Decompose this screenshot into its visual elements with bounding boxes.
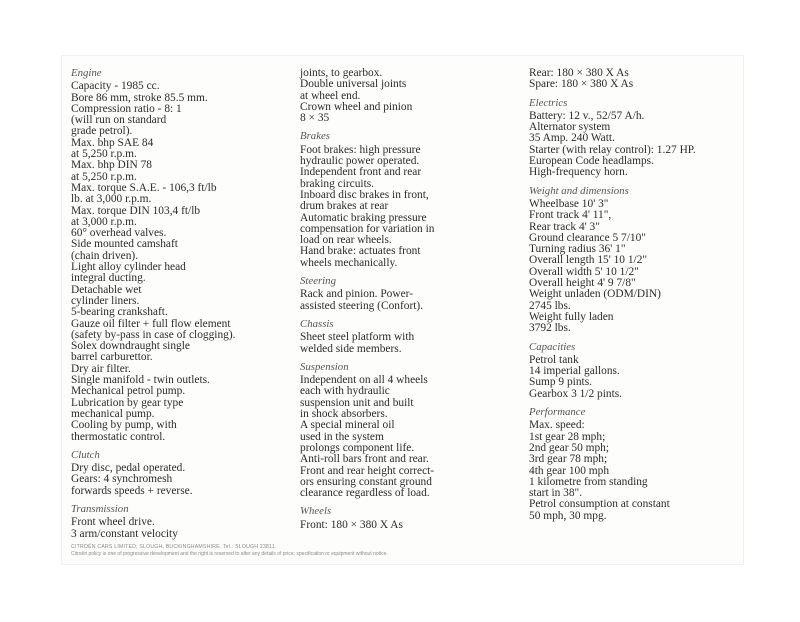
spec-line: Gauze oil filter + full flow element bbox=[71, 317, 231, 330]
spec-line: (will run on standard bbox=[71, 114, 167, 127]
spec-line: Front and rear height correct- bbox=[300, 464, 435, 477]
spec-line: 3792 lbs. bbox=[529, 322, 571, 335]
spec-line: Lubrication by gear type bbox=[71, 396, 184, 409]
spec-line: Front track 4' 11", bbox=[529, 209, 612, 222]
spec-section bbox=[529, 68, 739, 91]
spec-sheet bbox=[61, 55, 744, 565]
spec-line: 2nd gear 50 mph; bbox=[529, 441, 610, 454]
spec-line: Light alloy cylinder head bbox=[71, 261, 186, 274]
spec-line: at wheel end. bbox=[300, 89, 361, 102]
spec-column-3 bbox=[529, 68, 739, 529]
spec-line: at 5,250 r.p.m. bbox=[71, 148, 137, 161]
spec-line: 3rd gear 78 mph; bbox=[529, 453, 608, 466]
spec-line: Crown wheel and pinion bbox=[300, 100, 413, 113]
spec-section bbox=[300, 131, 526, 269]
spec-line: mechanical pump. bbox=[71, 407, 155, 420]
spec-line: 5-bearing crankshaft. bbox=[71, 306, 168, 319]
spec-line: Capacity - 1985 cc. bbox=[71, 80, 160, 93]
spec-line: Rack and pinion. Power- bbox=[300, 288, 414, 301]
spec-line: Max. bhp SAE 84 bbox=[71, 136, 154, 149]
section-title: Transmission bbox=[71, 502, 129, 515]
spec-section bbox=[529, 186, 739, 335]
spec-line: compensation for variation in bbox=[300, 222, 435, 235]
spec-line: assisted steering (Confort). bbox=[300, 299, 424, 312]
spec-line: ors ensuring constant ground bbox=[300, 475, 432, 488]
spec-line: Dry air filter. bbox=[71, 362, 131, 375]
spec-line: Max. bhp DIN 78 bbox=[71, 159, 152, 172]
section-title: Suspension bbox=[300, 360, 349, 373]
spec-line: 3 arm/constant velocity bbox=[71, 527, 178, 540]
spec-line: suspension unit and built bbox=[300, 396, 414, 409]
spec-line: at 5,250 r.p.m. bbox=[71, 170, 137, 183]
spec-line: Petrol consumption at constant bbox=[529, 498, 670, 511]
spec-line: Weight unladen (ODM/DIN) bbox=[529, 288, 661, 301]
footer-company-line: CITROËN CARS LIMITED, SLOUGH, BUCKINGHAMSHIRE. Tel.: SLOUGH 23811. bbox=[71, 544, 277, 550]
spec-line: Anti-roll bars front and rear. bbox=[300, 453, 429, 466]
spec-line: grade petrol). bbox=[71, 125, 133, 138]
footer bbox=[71, 544, 388, 558]
spec-line: Detachable wet bbox=[71, 283, 142, 296]
spec-line: Max. speed: bbox=[529, 419, 585, 432]
section-title: Weight and dimensions bbox=[529, 184, 629, 197]
spec-section bbox=[300, 506, 526, 531]
spec-line: braking circuits. bbox=[300, 177, 375, 190]
spec-line: 35 Amp. 240 Watt. bbox=[529, 132, 615, 145]
spec-line: in shock absorbers. bbox=[300, 408, 388, 421]
spec-line: each with hydraulic bbox=[300, 385, 390, 398]
spec-line: cylinder liners. bbox=[71, 294, 140, 307]
spec-section bbox=[529, 98, 739, 179]
section-title: Clutch bbox=[71, 448, 100, 461]
spec-line: lb. at 3,000 r.p.m. bbox=[71, 193, 152, 206]
spec-line: Rear track 4' 3" bbox=[529, 220, 600, 233]
spec-column-1 bbox=[71, 68, 297, 547]
spec-line: Dry disc, pedal operated. bbox=[71, 462, 186, 475]
spec-line: Mechanical petrol pump. bbox=[71, 385, 186, 398]
spec-line: Bore 86 mm, stroke 85.5 mm. bbox=[71, 91, 208, 104]
spec-line: drum brakes at rear bbox=[300, 200, 389, 213]
spec-section bbox=[71, 450, 297, 497]
spec-section bbox=[300, 319, 526, 355]
section-title: Steering bbox=[300, 275, 336, 288]
spec-line: Automatic braking pressure bbox=[300, 211, 427, 224]
spec-line: wheels mechanically. bbox=[300, 256, 398, 269]
spec-section bbox=[300, 362, 526, 500]
spec-line: clearance regardless of load. bbox=[300, 487, 430, 500]
spec-section bbox=[529, 342, 739, 400]
spec-line: Overall length 15' 10 1/2" bbox=[529, 254, 648, 267]
spec-section bbox=[71, 68, 297, 443]
spec-line: Gears: 4 synchromesh bbox=[71, 473, 173, 486]
spec-line: Alternator system bbox=[529, 121, 611, 134]
spec-section bbox=[529, 407, 739, 522]
spec-line: 2745 lbs. bbox=[529, 299, 571, 312]
spec-column-2 bbox=[300, 68, 526, 538]
section-title: Chassis bbox=[300, 317, 334, 330]
spec-line: 14 imperial gallons. bbox=[529, 365, 620, 378]
spec-line: 50 mph, 30 mpg. bbox=[529, 509, 607, 522]
spec-line: Turning radius 36' 1" bbox=[529, 243, 626, 256]
spec-line: barrel carburettor. bbox=[71, 351, 153, 364]
spec-line: Front: 180 × 380 X As bbox=[300, 518, 403, 531]
footer-policy-line: Citroën policy is one of progressive development and the right is reserved to alter any details of price, specification or equipment without notice. bbox=[71, 551, 388, 557]
spec-line: Max. torque DIN 103,4 ft/lb bbox=[71, 204, 201, 217]
spec-line: Weight fully laden bbox=[529, 310, 614, 323]
spec-line: joints, to gearbox. bbox=[300, 67, 383, 79]
spec-line: 4th gear 100 mph bbox=[529, 464, 610, 477]
spec-line: Double universal joints bbox=[300, 78, 407, 91]
spec-line: Foot brakes: high pressure bbox=[300, 143, 421, 156]
spec-line: Petrol tank bbox=[529, 353, 579, 366]
spec-line: Compression ratio - 8: 1 bbox=[71, 102, 182, 115]
section-title: Wheels bbox=[300, 505, 332, 518]
spec-line: 60° overhead valves. bbox=[71, 227, 167, 240]
spec-line: used in the system bbox=[300, 430, 384, 443]
spec-section bbox=[300, 68, 526, 124]
spec-line: Sheet steel platform with bbox=[300, 331, 415, 344]
spec-line: 1 kilometre from standing bbox=[529, 475, 648, 488]
spec-line: Rear: 180 × 380 X As bbox=[529, 67, 629, 79]
spec-line: Gearbox 3 1/2 pints. bbox=[529, 387, 623, 400]
spec-line: 1st gear 28 mph; bbox=[529, 430, 606, 443]
spec-line: 8 × 35 bbox=[300, 112, 330, 125]
spec-line: welded side members. bbox=[300, 342, 402, 355]
spec-line: Inboard disc brakes in front, bbox=[300, 188, 429, 201]
spec-line: European Code headlamps. bbox=[529, 155, 654, 168]
spec-line: Spare: 180 × 380 X As bbox=[529, 78, 634, 91]
spec-line: Max. torque S.A.E. - 106,3 ft/lb bbox=[71, 181, 217, 194]
spec-line: Starter (with relay control): 1.27 HP. bbox=[529, 143, 696, 156]
spec-line: Side mounted camshaft bbox=[71, 238, 178, 251]
spec-line: Independent on all 4 wheels bbox=[300, 374, 428, 387]
section-title: Brakes bbox=[300, 130, 330, 143]
spec-line: prolongs component life. bbox=[300, 441, 415, 454]
spec-section bbox=[300, 276, 526, 312]
spec-line: Overall width 5' 10 1/2" bbox=[529, 265, 639, 278]
section-title: Performance bbox=[529, 406, 586, 419]
spec-line: at 3,000 r.p.m. bbox=[71, 215, 137, 228]
spec-line: Single manifold - twin outlets. bbox=[71, 374, 210, 387]
spec-line: Ground clearance 5 7/10" bbox=[529, 231, 646, 244]
spec-line: load on rear wheels. bbox=[300, 234, 392, 247]
spec-line: thermostatic control. bbox=[71, 430, 166, 443]
spec-line: (safety by-pass in case of clogging). bbox=[71, 328, 236, 341]
spec-line: (chain driven). bbox=[71, 249, 139, 262]
spec-line: start in 38". bbox=[529, 487, 583, 500]
spec-line: Solex downdraught single bbox=[71, 340, 190, 353]
spec-line: forwards speeds + reverse. bbox=[71, 484, 193, 497]
spec-section bbox=[71, 504, 297, 540]
spec-line: integral ducting. bbox=[71, 272, 146, 285]
section-title: Capacities bbox=[529, 340, 576, 353]
spec-line: Hand brake: actuates front bbox=[300, 245, 421, 258]
section-title: Engine bbox=[71, 67, 102, 79]
spec-line: High-frequency horn. bbox=[529, 166, 628, 179]
spec-line: Sump 9 pints. bbox=[529, 376, 592, 389]
spec-line: hydraulic power operated. bbox=[300, 155, 420, 168]
spec-line: Battery: 12 v., 52/57 A/h. bbox=[529, 109, 645, 122]
spec-line: Overall height 4' 9 7/8" bbox=[529, 277, 636, 290]
spec-line: Wheelbase 10' 3" bbox=[529, 197, 609, 210]
spec-line: Independent front and rear bbox=[300, 166, 422, 179]
section-title: Electrics bbox=[529, 96, 568, 109]
spec-line: Cooling by pump, with bbox=[71, 419, 177, 432]
spec-line: A special mineral oil bbox=[300, 419, 395, 432]
spec-line: Front wheel drive. bbox=[71, 516, 155, 529]
